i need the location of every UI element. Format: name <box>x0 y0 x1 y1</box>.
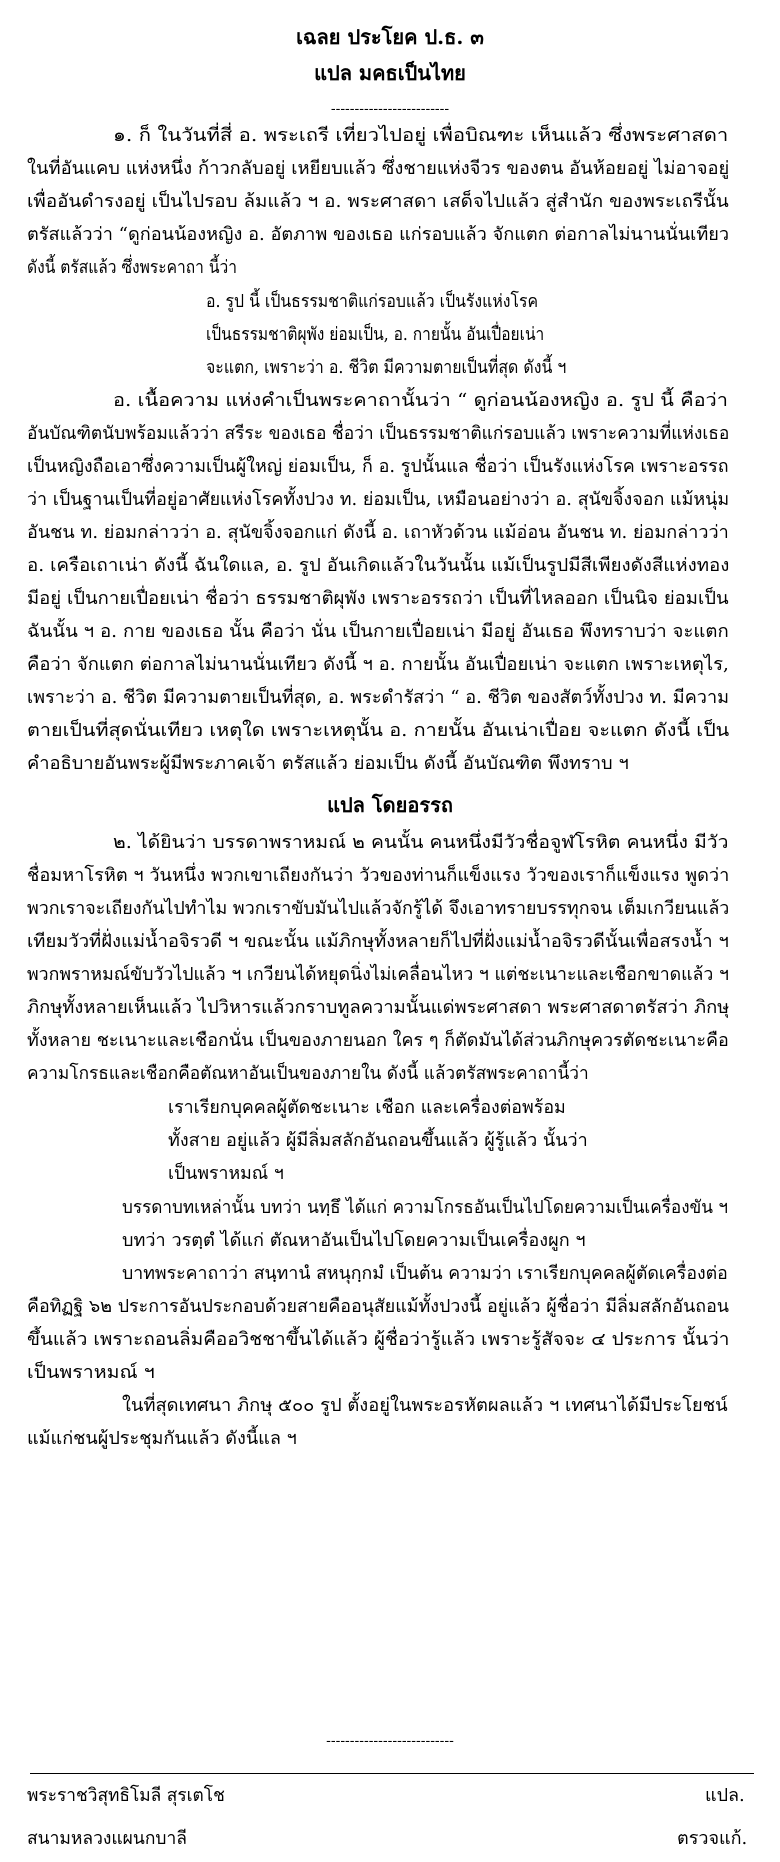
section1-verse-1: อ. รูป นี้ เป็นธรรมชาติแก่รอบแล้ว เป็นรังแห่งโรค <box>206 291 539 312</box>
reviewer-role: ตรวจแก้. <box>677 1828 748 1849</box>
section2-line-8: ความโกรธและเชือกคือตัณหาอันเป็นของภายใน ดังนี้ แล้วตรัสพระคาถานี้ว่า <box>27 1063 589 1084</box>
section2-heading: แปล โดยอรรถ <box>327 793 453 817</box>
section1-commentary-9: คือว่า จักแตก ต่อกาลไม่นานนั่นเทียว ดังนี้ ฯ อ. กายนั้น อันเปื่อยเน่า จะแตก เพราะเหตุไร, <box>27 654 729 675</box>
section2-explanation-3: ขึ้นแล้ว เพราะถอนลิ่มคืออวิชชาขึ้นได้แล้ว ผู้ชื่อว่ารู้แล้ว เพราะรู้สัจจะ ๔ ประการ นั้นว่า <box>27 1329 730 1350</box>
page-title: เฉลย ประโยค ป.ธ. ๓ <box>296 25 484 49</box>
section1-line-4: ตรัสแล้วว่า “ดูก่อนน้องหญิง อ. อัตภาพ ของเธอ แก่รอบแล้ว จักแตก ต่อกาลไม่นานนั่นเทียว <box>27 224 730 245</box>
section2-line-5: พวกพราหมณ์ขับวัวไปแล้ว ฯ เกวียนได้หยุดนิ่งไม่เคลื่อนไหว ฯ แต่ชะเนาะและเชือกขาดแล้ว ฯ <box>27 964 729 985</box>
section1-commentary-10: เพราะว่า อ. ชีวิต มีความตายเป็นที่สุด, อ. พระดำรัสว่า “ อ. ชีวิต ของสัตว์ทั้งปวง ท. มีความ <box>27 687 730 708</box>
section2-closing-2: แม้แก่ชนผู้ประชุมกันแล้ว ดังนี้แล ฯ <box>27 1428 297 1449</box>
section1-commentary-6: อ. เครือเถาเน่า ดังนี้ ฉันใดแล, อ. รูป อันเกิดแล้วในวันนั้น แม้เป็นรูปมีสีเพียงดังสีแห่งทอง <box>27 555 730 576</box>
section2-line-2: ชื่อมหาโรหิต ฯ วันหนึ่ง พวกเขาเถียงกันว่า วัวของท่านก็แข็งแรง วัวของเราก็แข็งแรง พูดว่า <box>27 865 730 886</box>
section2-verse-1: เราเรียกบุคคลผู้ตัดชะเนาะ เชือก และเครื่องต่อพร้อม <box>168 1097 566 1118</box>
section2-note-2: บทว่า วรตฺตํ ได้แก่ ตัณหาอันเป็นไปโดยความเป็นเครื่องผูก ฯ <box>122 1230 586 1251</box>
section1-commentary-12: คำอธิบายอันพระผู้มีพระภาคเจ้า ตรัสแล้ว ย่อมเป็น ดังนี้ อันบัณฑิต พึงทราบ ฯ <box>27 753 629 774</box>
footer-rule <box>30 1773 754 1774</box>
section1-line-1: ๑. ก็ ในวันที่สี่ อ. พระเถรี เที่ยวไปอยู่ เพื่อบิณฑะ เห็นแล้ว ซึ่งพระศาสดา <box>113 125 729 146</box>
section2-line-4: เทียมวัวที่ฝั่งแม่น้ำอจิรวดี ฯ ขณะนั้น แม้ภิกษุทั้งหลายก็ไปที่ฝั่งแม่น้ำอจิรวดีนั้นเพื่อสรงน้ำ ฯ <box>27 931 729 952</box>
reviewer-name: สนามหลวงแผนกบาลี <box>27 1828 187 1849</box>
translator-name: พระราชวิสุทธิโมลี สุรเตโช <box>27 1785 225 1806</box>
section2-line-6: ภิกษุทั้งหลายเห็นแล้ว ไปวิหารแล้วกราบทูลความนั้นแด่พระศาสดา พระศาสดาตรัสว่า ภิกษุ <box>27 997 730 1018</box>
section2-line-7: ทั้งหลาย ชะเนาะและเชือกนั่น เป็นของภายนอก ใคร ๆ ก็ตัดมันได้ส่วนภิกษุควรตัดชะเนาะคือ <box>27 1030 729 1051</box>
section2-verse-2: ทั้งสาย อยู่แล้ว ผู้มีลิ่มสลักอันถอนขึ้นแล้ว ผู้รู้แล้ว นั้นว่า <box>168 1130 588 1151</box>
section1-verse-3: จะแตก, เพราะว่า อ. ชีวิต มีความตายเป็นที่สุด ดังนี้ ฯ <box>206 357 567 378</box>
section2-explanation-4: เป็นพราหมณ์ ฯ <box>27 1362 155 1383</box>
section1-commentary-2: อันบัณฑิตนับพร้อมแล้วว่า สรีระ ของเธอ ชื่อว่า เป็นธรรมชาติแก่รอบแล้ว เพราะความที่แห่งเธอ <box>27 423 730 444</box>
section2-line-1: ๒. ได้ยินว่า บรรดาพราหมณ์ ๒ คนนั้น คนหนึ่งมีวัวชื่อจูฬโรหิต คนหนึ่ง มีวัว <box>113 832 729 853</box>
header-divider: ------------------------- <box>330 101 450 117</box>
section1-verse-2: เป็นธรรมชาติผุพัง ย่อมเป็น, อ. กายนั้น อันเปื่อยเน่า <box>206 324 545 345</box>
section1-commentary-1: อ. เนื้อความ แห่งคำเป็นพระคาถานั้นว่า “ ดูก่อนน้องหญิง อ. รูป นี้ คือว่า <box>113 390 728 411</box>
section2-explanation-2: คือทิฏฐิ ๖๒ ประการอันประกอบด้วยสายคืออนุสัยแม้ทั้งปวงนี้ อยู่แล้ว ผู้ชื่อว่า มีลิ่มสลักอันถอน <box>27 1296 730 1317</box>
section2-note-1: บรรดาบทเหล่านั้น บทว่า นทฺธึ ได้แก่ ความโกรธอันเป็นไปโดยความเป็นเครื่องขัน ฯ <box>122 1197 729 1218</box>
section1-commentary-5: อันชน ท. ย่อมกล่าวว่า อ. สุนัขจิ้งจอกแก่ ดังนี้ อ. เถาหัวด้วน แม้อ่อน อันชน ท. ย่อมกล่าวว่า <box>27 522 729 543</box>
section1-commentary-11: ตายเป็นที่สุดนั่นเทียว เหตุใด เพราะเหตุนั้น อ. กายนั้น อันเน่าเปื่อย จะแตก ดังนี้ เป็น <box>27 720 730 741</box>
page-subtitle: แปล มคธเป็นไทย <box>314 61 466 85</box>
section2-verse-3: เป็นพราหมณ์ ฯ <box>168 1163 284 1184</box>
section1-commentary-4: ว่า เป็นฐานเป็นที่อยู่อาศัยแห่งโรคทั้งปวง ท. ย่อมเป็น, เหมือนอย่างว่า อ. สุนัขจิ้งจอก แม้หนุ่ม <box>27 489 730 510</box>
section1-commentary-3: เป็นหญิงถือเอาซึ่งความเป็นผู้ใหญ่ ย่อมเป็น, ก็ อ. รูปนั้นแล ชื่อว่า เป็นรังแห่งโรค เพราะอรรถ <box>27 456 729 477</box>
section1-line-5: ดังนี้ ตรัสแล้ว ซึ่งพระคาถา นี้ว่า <box>27 257 237 278</box>
section1-commentary-8: ฉันนั้น ฯ อ. กาย ของเธอ นั้น คือว่า นั่น เป็นกายเปื่อยเน่า มีอยู่ อันเธอ พึงทราบว่า จะแตก <box>27 621 729 642</box>
translator-role: แปล. <box>705 1785 745 1806</box>
section2-explanation-1: บาทพระคาถาว่า สนฺทานํ สหนุกฺกมํ เป็นต้น ความว่า เราเรียกบุคคลผู้ตัดเครื่องต่อ <box>122 1263 728 1284</box>
section1-commentary-7: มีอยู่ เป็นกายเปื่อยเน่า ชื่อว่า ธรรมชาติผุพัง เพราะอรรถว่า เป็นที่ไหลออก เป็นนิจ ย่อมเป็น <box>27 588 729 609</box>
section1-line-2: ในที่อันแคบ แห่งหนึ่ง ก้าวกลับอยู่ เหยียบแล้ว ซึ่งชายแห่งจีวร ของตน อันห้อยอยู่ ไม่อาจอยู่ <box>27 158 730 179</box>
section2-line-3: พวกเราจะเถียงกันไปทำไม พวกเราขับมันไปแล้วจักรู้ได้ จึงเอาทรายบรรทุกจน เต็มเกวียนแล้ว <box>27 898 730 919</box>
footer-divider: --------------------------- <box>326 1733 454 1749</box>
section2-closing-1: ในที่สุดเทศนา ภิกษุ ๕๐๐ รูป ตั้งอยู่ในพระอรหัตผลแล้ว ฯ เทศนาได้มีประโยชน์ <box>122 1395 728 1416</box>
section1-line-3: เพื่ออันดำรงอยู่ เป็นไปรอบ ล้มแล้ว ฯ อ. พระศาสดา เสด็จไปแล้ว สู่สำนัก ของพระเถรีนั้น <box>27 191 729 212</box>
